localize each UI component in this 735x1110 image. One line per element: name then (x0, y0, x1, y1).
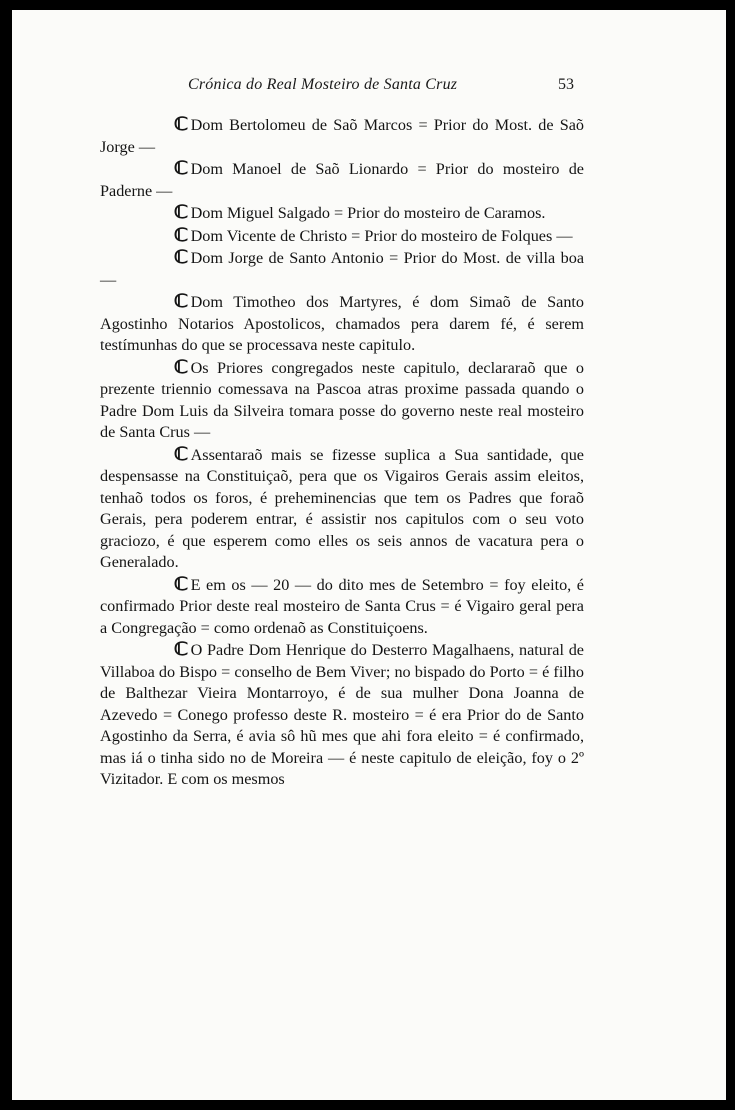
paragraph-mark-icon: ℂ (173, 443, 189, 464)
paragraph: ℂ Dom Jorge de Santo Antonio = Prior do Most. de villa boa — (100, 247, 584, 289)
paragraph: ℂ Assentaraõ mais se fizesse suplica a Sua santidade, que despensasse na Constituiçaõ, pera que os Vigairos Gerais assim eleitos, tenhaõ todos os foros, é preheminencias que tem os Padres que foraõ Gerais, pera poderem entrar, é assistir nos capitulos com o seu voto graciozo, é que esperem como elles os seis annos de vacatura pera o Generalado. (100, 443, 584, 571)
paragraph: ℂ O Padre Dom Henrique do Desterro Magalhaens, natural de Villaboa do Bispo = conselho de Bem Viver; no bispado do Porto = é filho de Balthezar Vieira Montarroyo, é de sua mulher Dona Joanna de Azevedo = Conego professo deste R. mosteiro = é era Prior do de Santo Agostinho da Serra, é avia sô hũ mes que ahi fora eleito = é confirmado, mas iá o tinha sido no de Moreira — é neste capitulo de eleição, foy o 2º Vizitador. E com os mesmos (100, 639, 584, 788)
running-title: Crónica do Real Mosteiro de Santa Cruz (188, 76, 458, 93)
paragraph: ℂ Dom Bertolomeu de Saõ Marcos = Prior do Most. de Saõ Jorge — (100, 114, 584, 156)
paragraph-mark-icon: ℂ (173, 356, 189, 377)
book-page (12, 10, 726, 1100)
paragraph: ℂ Dom Vicente de Christo = Prior do mosteiro de Folques — (100, 225, 584, 248)
paragraph-mark-icon: ℂ (173, 114, 189, 134)
paragraph-mark-icon: ℂ (173, 639, 189, 659)
paragraph-mark-icon: ℂ (173, 158, 189, 178)
paragraph: ℂ Dom Timotheo dos Martyres, é dom Simaõ de Santo Agostinho Notarios Apostolicos, chamados pera darem fé, é serem testímunhas do que se processava neste capitulo. (100, 291, 584, 354)
running-header (12, 76, 726, 98)
paragraph-mark-icon: ℂ (173, 573, 189, 594)
paragraph: ℂ Dom Miguel Salgado = Prior do mosteiro de Caramos. (100, 202, 584, 225)
body-text (100, 114, 584, 791)
paragraph-mark-icon: ℂ (173, 247, 189, 267)
paragraph-mark-icon: ℂ (173, 224, 189, 245)
paragraph-mark-icon: ℂ (173, 202, 189, 222)
paragraph-mark-icon: ℂ (173, 291, 189, 311)
paragraph: ℂ Dom Manoel de Saõ Lionardo = Prior do mosteiro de Paderne — (100, 158, 584, 200)
paragraph: ℂ E em os — 20 — do dito mes de Setembro = foy eleito, é confirmado Prior deste real mosteiro de Santa Crus = é Vigairo geral pera a Congregação = como ordenaõ as Constituiçoens. (100, 573, 584, 637)
paragraph: ℂ Os Priores congregados neste capitulo, declararaõ que o prezente triennio comessava na Pascoa atras proxime passada quando o Padre Dom Luis da Silveira tomara posse do governo neste real mosteiro de Santa Crus — (100, 356, 584, 441)
page-number: 53 (558, 76, 574, 93)
